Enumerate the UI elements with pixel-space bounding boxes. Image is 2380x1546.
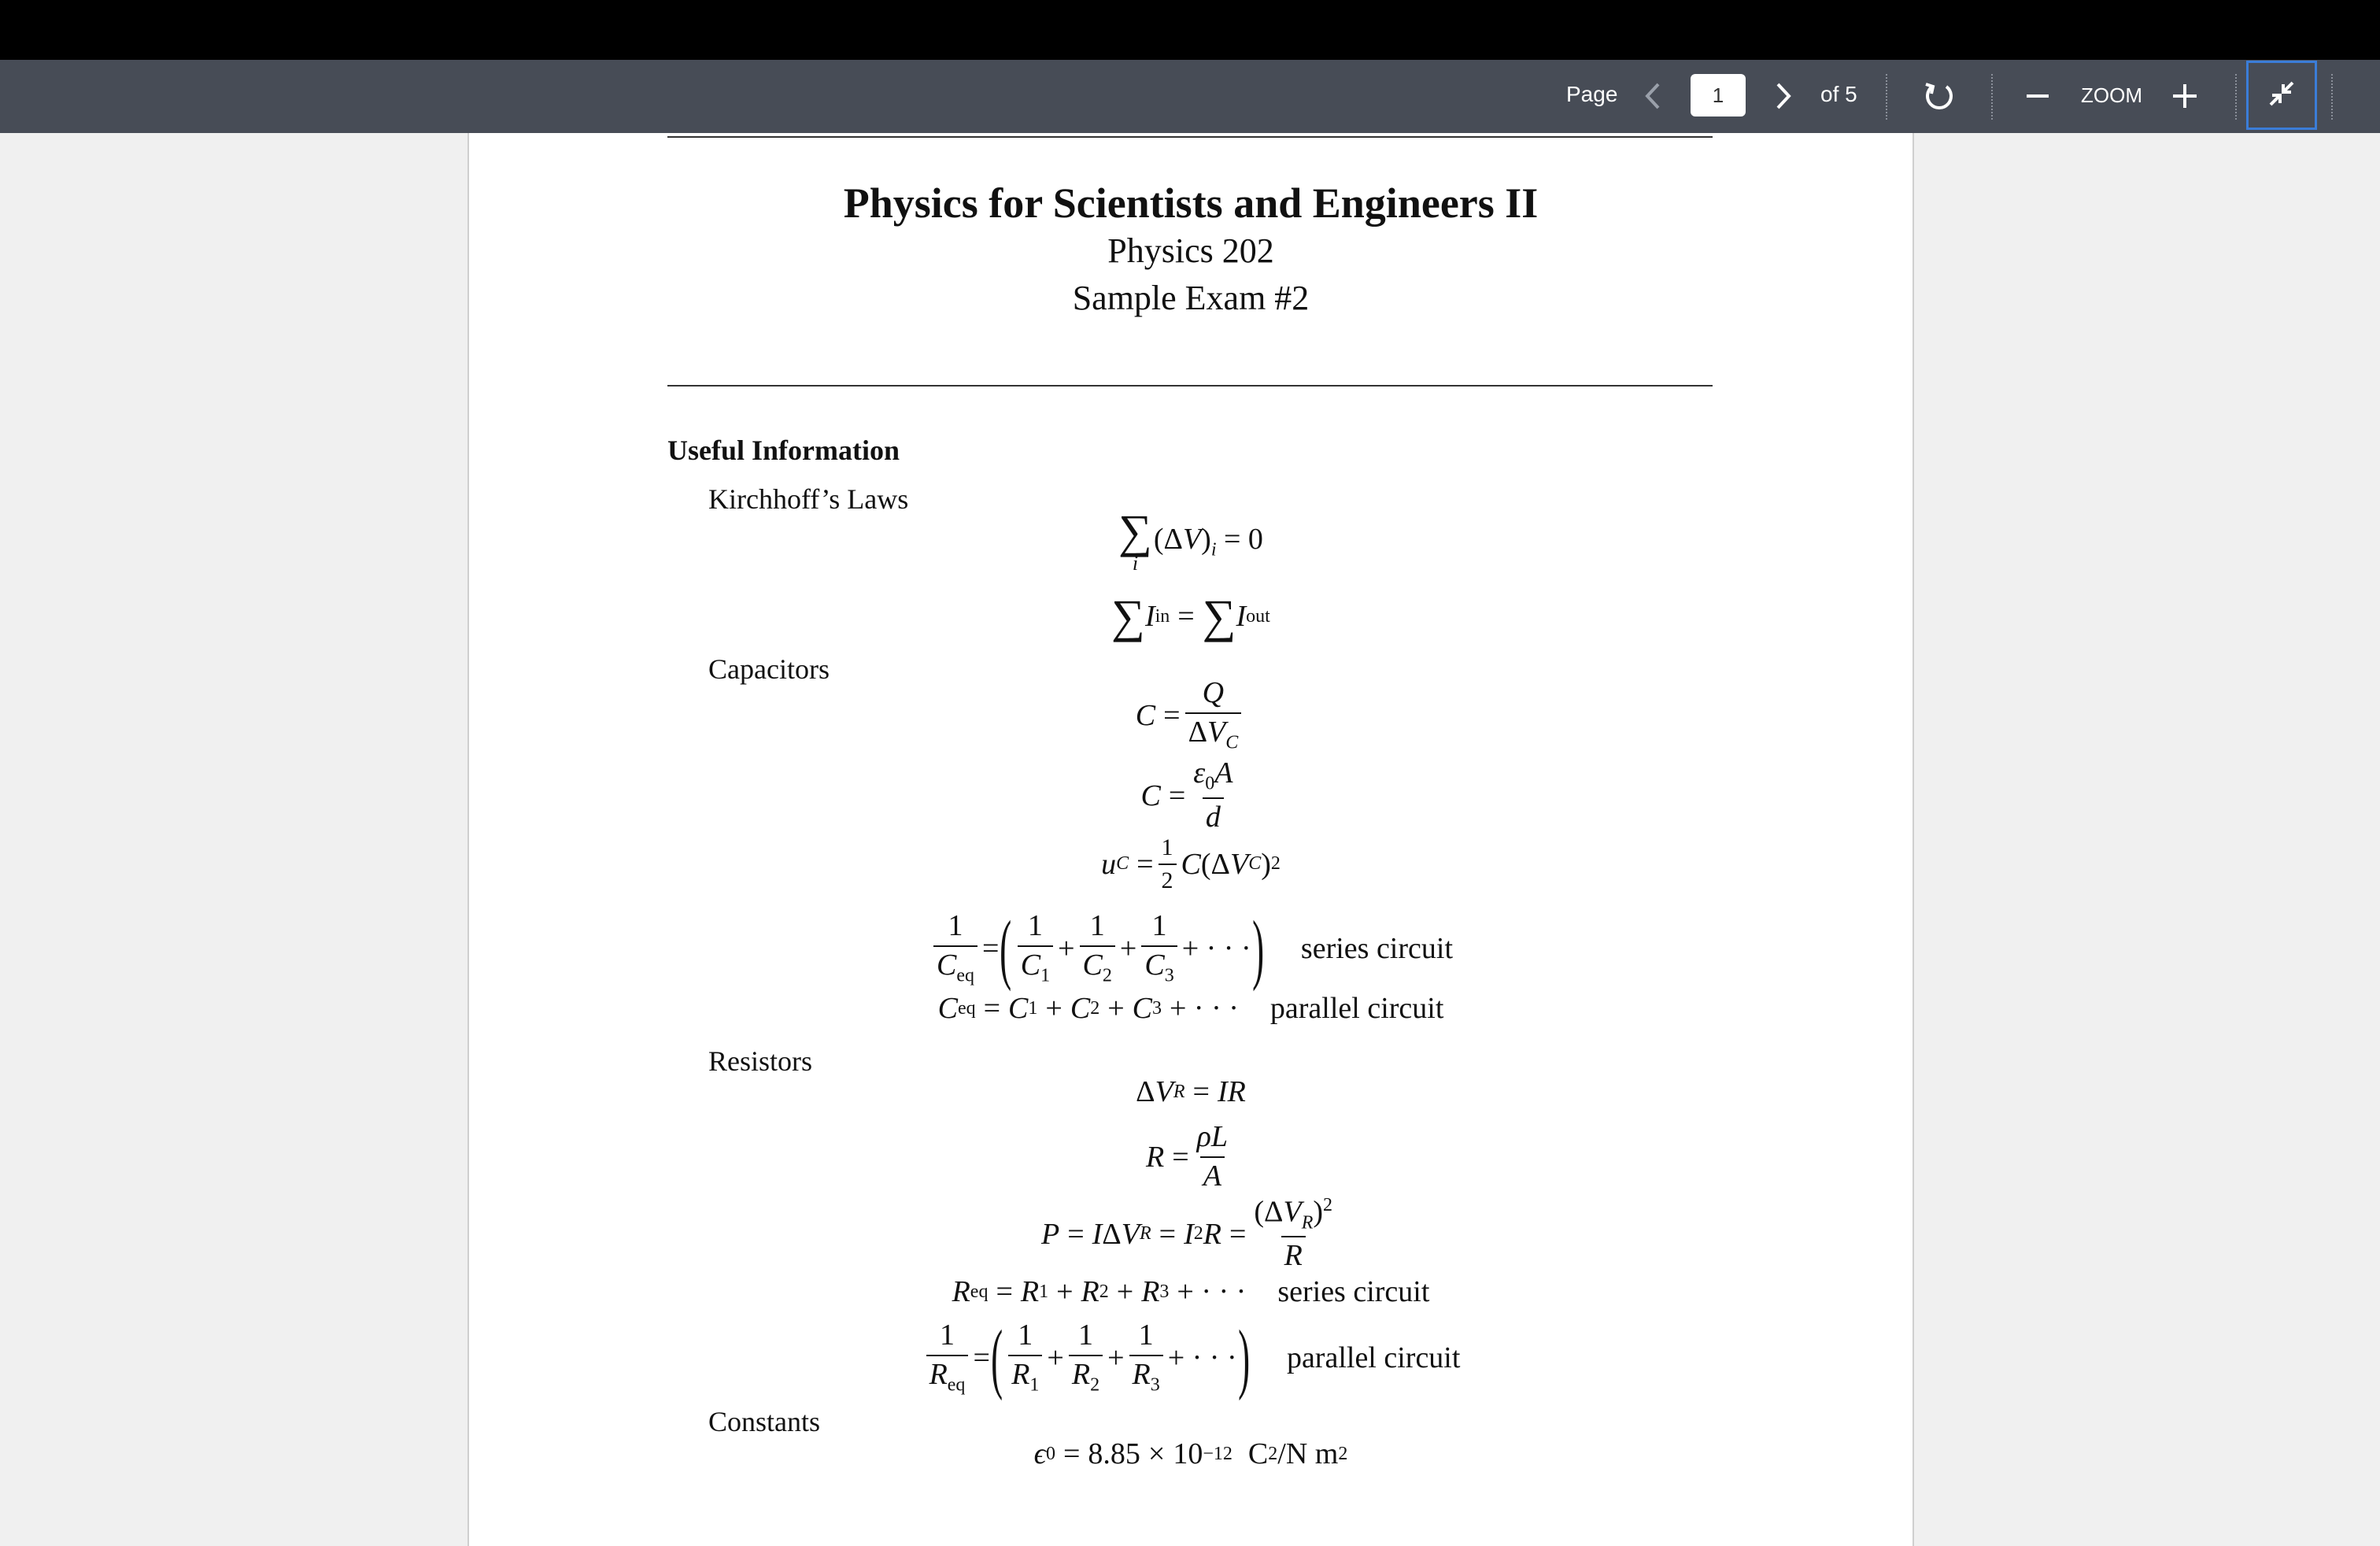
equation-power: P = I Δ V R = I 2 R = $(\Delta V_R)^2$ R bbox=[1040, 1195, 1333, 1273]
toolbar-separator bbox=[2235, 74, 2237, 120]
viewer-toolbar bbox=[0, 60, 2380, 133]
zoom-label: ZOOM bbox=[2081, 83, 2142, 107]
course-name: Physics 202 bbox=[1107, 231, 1274, 270]
minus-icon[interactable] bbox=[2017, 76, 2058, 117]
top-bar bbox=[0, 0, 2380, 60]
exam-name: Sample Exam #2 bbox=[1072, 279, 1310, 317]
document-page bbox=[468, 133, 1914, 1546]
exit-fullscreen-icon bbox=[2266, 78, 2297, 113]
equation-kirchhoff-loop: ∑ i $(\Delta V)_i = 0$ bbox=[1118, 505, 1263, 575]
label-cap-parallel: parallel circuit bbox=[1269, 992, 1444, 1025]
page-number-input[interactable] bbox=[1691, 74, 1746, 117]
equation-resistivity: R = ρL A bbox=[1145, 1120, 1229, 1193]
chevron-right-icon[interactable] bbox=[1763, 76, 1804, 117]
rotate-icon[interactable] bbox=[1919, 76, 1960, 117]
epsilon0-value: 8.85 bbox=[1088, 1437, 1140, 1470]
equation-capacitor-energy: u C = 1 2 C (Δ V C ) 2 bbox=[1101, 834, 1281, 893]
toolbar-separator bbox=[1886, 74, 1887, 120]
equation-capacitors-parallel: C eq = C 1 + C 2 + C 3 + · · · parallel circuit bbox=[937, 992, 1444, 1025]
page-label: Page bbox=[1566, 82, 1618, 106]
exit-fullscreen-button[interactable] bbox=[2246, 61, 2317, 130]
label-res-series: series circuit bbox=[1277, 1275, 1430, 1308]
subsection-constants: Constants bbox=[708, 1406, 821, 1437]
total-pages: of 5 bbox=[1820, 82, 1857, 106]
header-rule bbox=[667, 385, 1713, 386]
equation-capacitors-series: 1 $C_{eq}$ = ( 1 $C_1$ + 1 $C_2$ + 1 $C_3$ + · · · ) series circuit bbox=[469, 909, 1913, 988]
equation-resistors-parallel: 1 $R_{eq}$ = ( 1 $R_1$ + 1 $R_2$ + 1 $R_3$ + · · · ) parallel circuit bbox=[469, 1319, 1913, 1397]
subsection-resistors: Resistors bbox=[708, 1045, 813, 1077]
equation-ohms-law: Δ V R = IR bbox=[1136, 1075, 1246, 1108]
section-heading: Useful Information bbox=[667, 435, 900, 466]
subsection-kirchhoff: Kirchhoff’s Laws bbox=[708, 483, 909, 515]
equation-capacitance: C = Q $\Delta V_C$ bbox=[469, 678, 1913, 753]
document-title: Physics for Scientists and Engineers II bbox=[843, 179, 1539, 227]
subsection-capacitors: Capacitors bbox=[708, 653, 830, 685]
equation-permittivity: ϵ 0 = 8.85 × 10 −12 C 2 /N m 2 bbox=[1033, 1437, 1348, 1470]
toolbar-separator bbox=[1991, 74, 1993, 120]
label-res-parallel: parallel circuit bbox=[1286, 1341, 1461, 1374]
toolbar-separator bbox=[2331, 74, 2333, 120]
chevron-left-icon[interactable] bbox=[1632, 76, 1673, 117]
equation-resistors-series: R eq = R 1 + R 2 + R 3 + · · · series circuit bbox=[952, 1275, 1430, 1308]
top-rule bbox=[667, 136, 1713, 138]
equation-kirchhoff-junction: ∑ I in = ∑ I out bbox=[1111, 590, 1270, 642]
equation-parallel-plate: C = $\varepsilon_0A$ d bbox=[1140, 756, 1233, 834]
epsilon0-exponent: −12 bbox=[1203, 1443, 1232, 1464]
label-cap-series: series circuit bbox=[1300, 932, 1454, 965]
plus-icon[interactable] bbox=[2164, 76, 2205, 117]
